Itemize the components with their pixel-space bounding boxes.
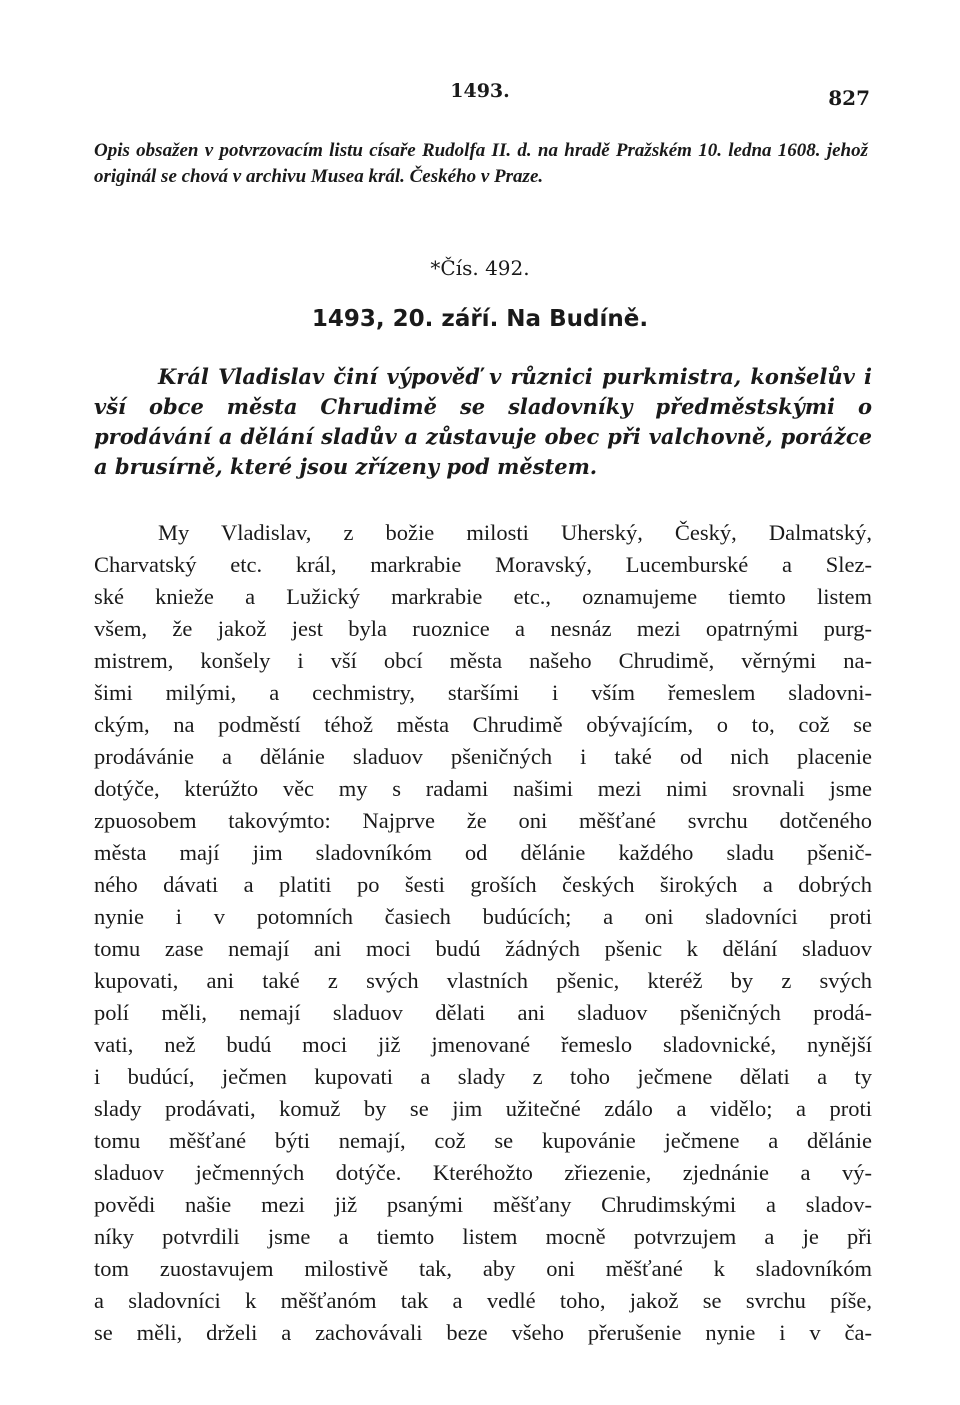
body-line: níky potvrdili jsme a tiemto listem mocně potvrzujem a je při — [94, 1224, 872, 1249]
body-line: ného dávati a platiti po šesti groších českých širokých a dobrých — [94, 872, 872, 897]
document-summary: Král Vladislav činí výpověď v různici purkmistra, konšelův i vší obce města Chrudimě se sladovníky předměstskými o prodávání a dělání sladův a zůstavuje obec při valchovně, porážce a brusírně, které jsou zřízeny pod městem. — [94, 364, 872, 479]
body-line: slady prodávati, komuž by se jim užitečné zdálo a vidělo; a proti — [94, 1096, 872, 1121]
body-line: ckým, na podměstí téhož města Chrudimě obývajícím, o to, což se — [94, 712, 872, 737]
page-number: 827 — [828, 86, 870, 110]
document-number: *Čís. 492. — [430, 256, 530, 280]
body-line: povědi našie mezi již psanými měšťany Chrudimskými a sladov- — [94, 1192, 872, 1217]
body-line: města mají jim sladovníkóm od dělánie každého sladu pšenič- — [94, 840, 872, 865]
document-date-place: 1493, 20. září. Na Budíně. — [311, 306, 649, 332]
body-line: se měli, drželi a zachovávali beze všeho přerušenie nynie i v ča- — [94, 1320, 872, 1345]
body-line: a sladovníci k měšťanóm tak a vedlé toho, jakož se svrchu píše, — [94, 1288, 872, 1313]
body-line: tomu měšťané býti nemají, což se kupovánie ječmene a dělánie — [94, 1128, 872, 1153]
body-line: i budúcí, ječmen kupovati a slady z toho ječmene dělati a ty — [94, 1064, 872, 1089]
document-body — [94, 517, 872, 1349]
body-line: ské knieže a Lužický markrabie etc., oznamujeme tiemto listem — [94, 584, 872, 609]
body-line: tom zuostavujem milostivě tak, aby oni měšťané k sladovníkóm — [94, 1256, 872, 1281]
body-line: všem, že jakož jest byla ruoznice a nesnáz mezi opatrnými purg- — [94, 616, 872, 641]
body-line: vati, než budú moci již jmenované řemeslo sladovnické, nynější — [94, 1032, 872, 1057]
body-line: tomu zase nemají ani moci budú žádných pšenic k dělání sladuov — [94, 936, 872, 961]
body-line: prodávánie a dělánie sladuov pšeničných i také od nich placenie — [94, 744, 872, 769]
source-note: Opis obsažen v potvrzovacím listu císaře Rudolfa II. d. na hradě Pražském 10. ledna 1608. jehož originál se chová v archivu Musea král. Českého v Praze. — [94, 140, 868, 187]
body-line: dotýče, kterúžto věc my s radami našimi mezi nimi srovnali jsme — [94, 776, 872, 801]
body-line: Charvatský etc. král, markrabie Moravský, Lucemburské a Slez- — [94, 552, 872, 577]
body-line: polí měli, nemají sladuov dělati ani sladuov pšeničných prodá- — [94, 1000, 872, 1025]
body-line: kupovati, ani také z svých vlastních pšenic, kteréž by z svých — [94, 968, 872, 993]
body-line: sladuov ječmenných dotýče. Kteréhožto zřiezenie, zjednánie a vý- — [94, 1160, 872, 1185]
body-line: mistrem, konšely i vší obcí města našeho Chrudimě, věrnými na- — [94, 648, 872, 673]
body-line: šimi milými, a cechmistry, staršími i vším řemeslem sladovni- — [94, 680, 872, 705]
body-line: zpuosobem takovýmto: Najprve že oni měšťané svrchu dotčeného — [94, 808, 872, 833]
body-line: nynie i v potomních časiech budúcích; a oni sladovníci proti — [94, 904, 872, 929]
body-line: My Vladislav, z božie milosti Uherský, Český, Dalmatský, — [158, 520, 872, 545]
running-header-year: 1493. — [450, 80, 510, 102]
